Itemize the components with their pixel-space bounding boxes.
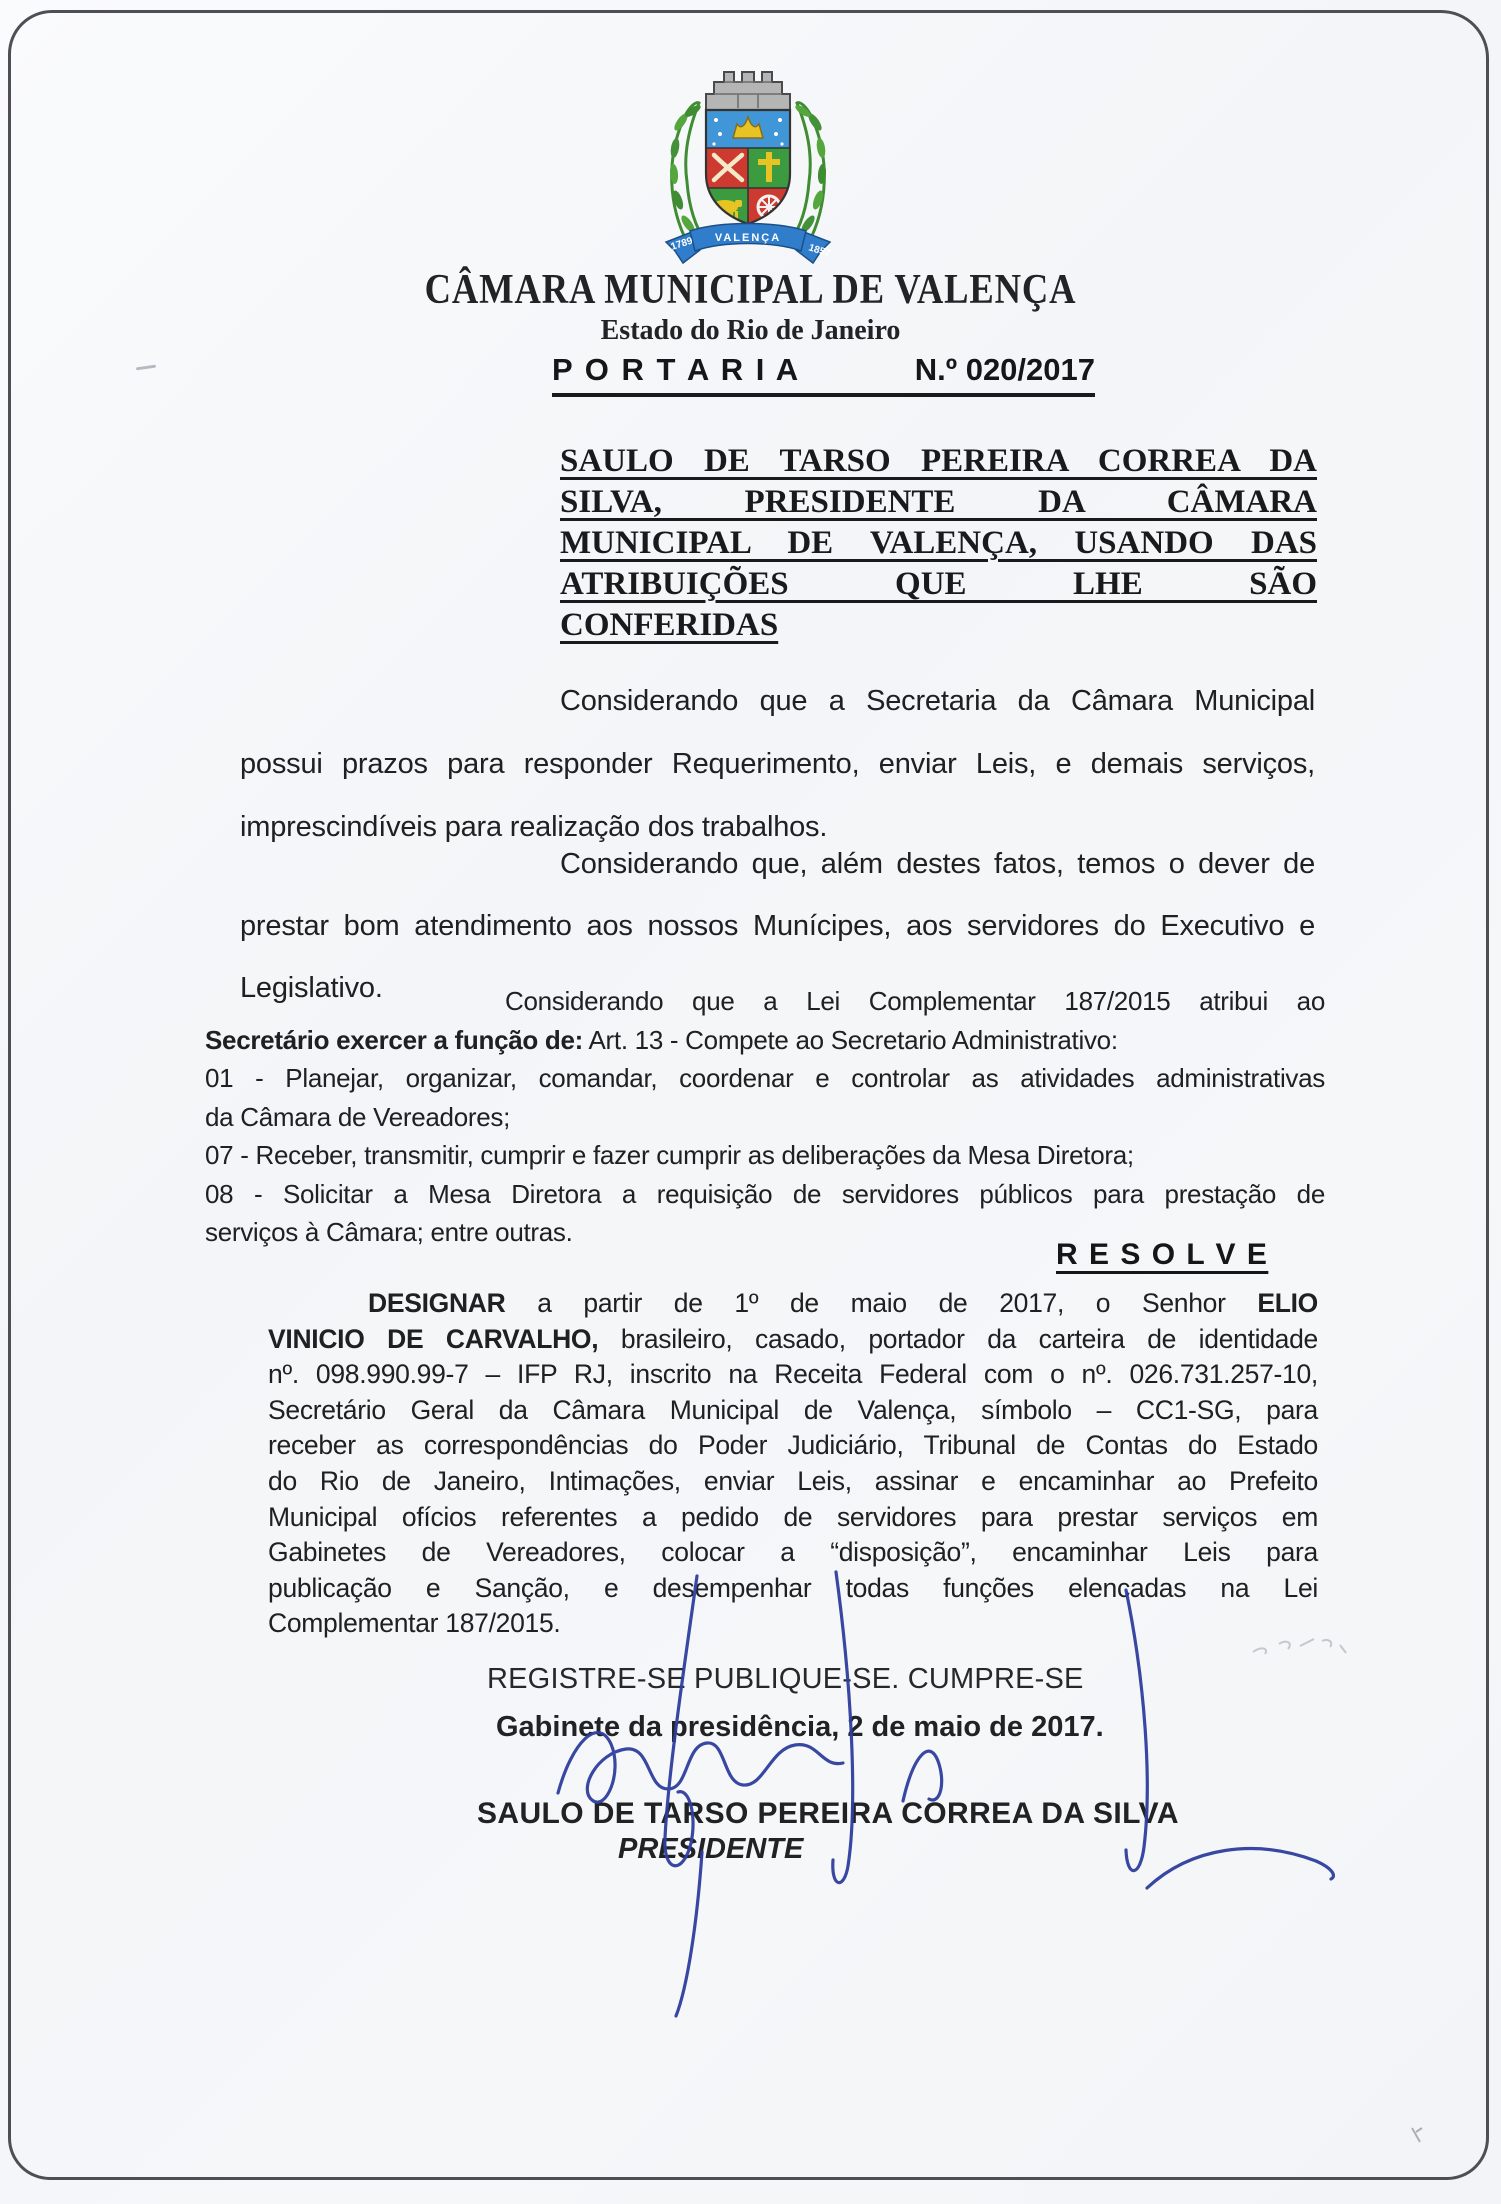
resolution-line: Complementar 187/2015.: [268, 1608, 561, 1639]
preamble-line: MUNICIPAL DE VALENÇA, USANDO DAS: [560, 525, 1317, 561]
recital-item-01-cont: da Câmara de Vereadores;: [205, 1101, 510, 1132]
recital-line: Considerando que a Lei Complementar 187/2015 atribui ao: [505, 986, 1325, 1016]
recital-item-08: 08 - Solicitar a Mesa Diretora a requisição de servidores públicos para prestação de: [205, 1178, 1325, 1209]
recital-line: prestar bom atendimento aos nossos Munícipes, aos servidores do Executivo e: [240, 910, 1315, 942]
resolution-line: receber as correspondências do Poder Judiciário, Tribunal de Contas do Estado: [268, 1430, 1318, 1461]
resolution-text: brasileiro, casado, portador da carteira de identidade: [598, 1323, 1318, 1354]
preamble-line: SILVA, PRESIDENTE DA CÂMARA: [560, 484, 1317, 520]
register-publish-line: REGISTRE-SE PUBLIQUE-SE. CUMPRE-SE: [487, 1663, 1084, 1695]
recital-line: imprescindíveis para realização dos trabalhos.: [240, 811, 828, 843]
org-subtitle: Estado do Rio de Janeiro: [600, 315, 901, 346]
resolve-heading: R E S O L V E: [1056, 1238, 1269, 1271]
resolution-line: Gabinetes de Vereadores, colocar a “disposição”, encaminhar Leis para: [268, 1537, 1318, 1568]
cabinet-date-line: Gabinete da presidência, 2 de maio de 2017.: [496, 1711, 1104, 1743]
appointee-name-part: VINICIO DE CARVALHO,: [268, 1323, 599, 1354]
org-name: CÂMARA MUNICIPAL DE VALENÇA: [424, 267, 1077, 313]
recital-item-07: 07 - Receber, transmitir, cumprir e fazer cumprir as deliberações da Mesa Diretora;: [205, 1140, 1134, 1170]
designar-keyword: DESIGNAR: [368, 1288, 506, 1318]
resolution-line: Municipal ofícios referentes a pedido de servidores para prestar serviços em: [268, 1501, 1318, 1532]
resolution-line: publicação e Sanção, e desempenhar todas funções elencadas na Lei: [268, 1572, 1318, 1603]
ribbon-name: VALENÇA: [714, 232, 782, 244]
ribbon-year-left: 1789: [669, 235, 695, 253]
doc-type-label: P O R T A R I A: [552, 352, 801, 387]
preamble-line: CONFERIDAS: [560, 607, 779, 643]
preamble-line: SAULO DE TARSO PEREIRA CORREA DA: [560, 443, 1317, 479]
resolution-text: a partir de 1º de maio de 2017, o Senhor: [505, 1288, 1258, 1318]
ribbon-year-right: 1857: [807, 242, 832, 260]
appointee-name-part: ELIO: [1257, 1288, 1318, 1318]
resolution-line: do Rio de Janeiro, Intimações, enviar Leis, assinar e encaminhar ao Prefeito: [268, 1465, 1318, 1496]
recital-line: Considerando que a Secretaria da Câmara Municipal: [560, 685, 1315, 717]
signer-name: SAULO DE TARSO PEREIRA CORREA DA SILVA: [477, 1797, 1179, 1830]
resolution-line: nº. 098.990.99-7 – IFP RJ, inscrito na Receita Federal com o nº. 026.731.257-10,: [268, 1359, 1318, 1390]
recital-item-08-cont: serviços à Câmara; entre outras.: [205, 1217, 573, 1247]
recital-line: Legislativo.: [240, 972, 383, 1004]
recital-line: possui prazos para responder Requerimento, enviar Leis, e demais serviços,: [240, 748, 1315, 780]
recital-line: Considerando que, além destes fatos, temos o dever de: [560, 848, 1315, 880]
resolution-line: Secretário Geral da Câmara Municipal de Valença, símbolo – CC1-SG, para: [268, 1394, 1318, 1425]
recital-line-rest: Art. 13 - Compete ao Secretario Administrativo:: [583, 1024, 1118, 1055]
signer-role: PRESIDENTE: [618, 1833, 804, 1865]
recital-item-01: 01 - Planejar, organizar, comandar, coordenar e controlar as atividades administrativas: [205, 1063, 1325, 1093]
preamble-line: ATRIBUIÇÕES QUE LHE SÃO: [560, 566, 1317, 602]
recital-bold-lead: Secretário exercer a função de:: [205, 1024, 583, 1055]
doc-number: N.º 020/2017: [914, 352, 1095, 387]
